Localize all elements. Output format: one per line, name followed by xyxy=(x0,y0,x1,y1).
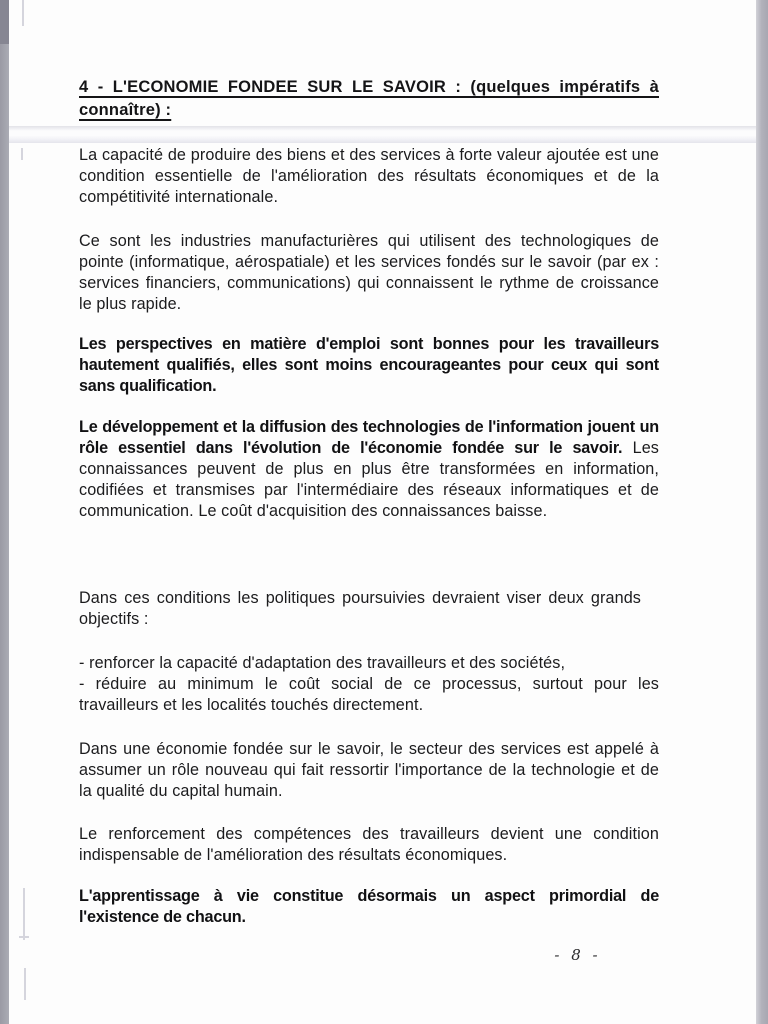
list-item-objective-1: - renforcer la capacité d'adaptation des travailleurs et des sociétés, xyxy=(79,654,566,672)
paragraph-two-objectives: Dans ces conditions les politiques poursuivies devraient viser deux grands objectifs : xyxy=(79,589,641,628)
scanner-edge-left-dark-segment xyxy=(0,0,9,44)
paragraph-technologies-information xyxy=(79,417,659,522)
paper-edge-mark xyxy=(22,0,24,26)
page-number: - 8 - xyxy=(554,946,598,964)
paragraph-industries: Ce sont les industries manufacturières qui utilisent des technologiques de pointe (informatique, aérospatiale) et les services fondés sur le savoir (par ex : services financiers, communications) qui connaissent le rythme de croissance le plus rapide. xyxy=(79,232,659,313)
paragraph-rest-text: Les connaissances peuvent de plus en plus être transformées en information, codifiées et transmises par l'intermédiaire des réseaux informatiques et de communication. Le coût d'acquisition des connaissances baisse. xyxy=(79,439,659,520)
paragraph-capacity: La capacité de produire des biens et des services à forte valeur ajoutée est une condition essentielle de l'amélioration des résultats économiques et de la compétitivité internationale. xyxy=(79,146,659,206)
paragraph-lead-bold-text: Le développement et la diffusion des technologies de l'information jouent un rôle essentiel dans l'évolution de l'économie fondée sur le savoir. xyxy=(79,418,659,457)
paper-edge-mark xyxy=(21,148,23,160)
section-title: 4 - L'ECONOMIE FONDEE SUR LE SAVOIR : (quelques impératifs à connaître) : xyxy=(79,78,659,119)
scanner-edge-left xyxy=(0,0,9,1024)
scanner-edge-right xyxy=(756,0,768,1024)
paper-edge-mark xyxy=(23,888,25,940)
objectives-list xyxy=(79,653,659,716)
paragraph-employment-prospects: Les perspectives en matière d'emploi sont bonnes pour les travailleurs hautement qualifiés, elles sont moins encourageantes pour ceux qui sont sans qualification. xyxy=(79,335,659,395)
paper-edge-mark xyxy=(24,968,26,1000)
scan-fold-artifact xyxy=(0,126,768,143)
paragraph-skills-reinforcement: Le renforcement des compétences des travailleurs devient une condition indispensable de l'amélioration des résultats économiques. xyxy=(79,825,659,864)
paper-edge-mark xyxy=(19,936,29,938)
paragraph-services-sector: Dans une économie fondée sur le savoir, le secteur des services est appelé à assumer un rôle nouveau qui fait ressortir l'importance de la technologie et de la qualité du capital humain. xyxy=(79,740,659,800)
paragraph-lifelong-learning: L'apprentissage à vie constitue désormais un aspect primordial de l'existence de chacun. xyxy=(79,887,659,926)
list-item-objective-2: - réduire au minimum le coût social de ce processus, surtout pour les travailleurs et les localités touchés directement. xyxy=(79,675,659,714)
